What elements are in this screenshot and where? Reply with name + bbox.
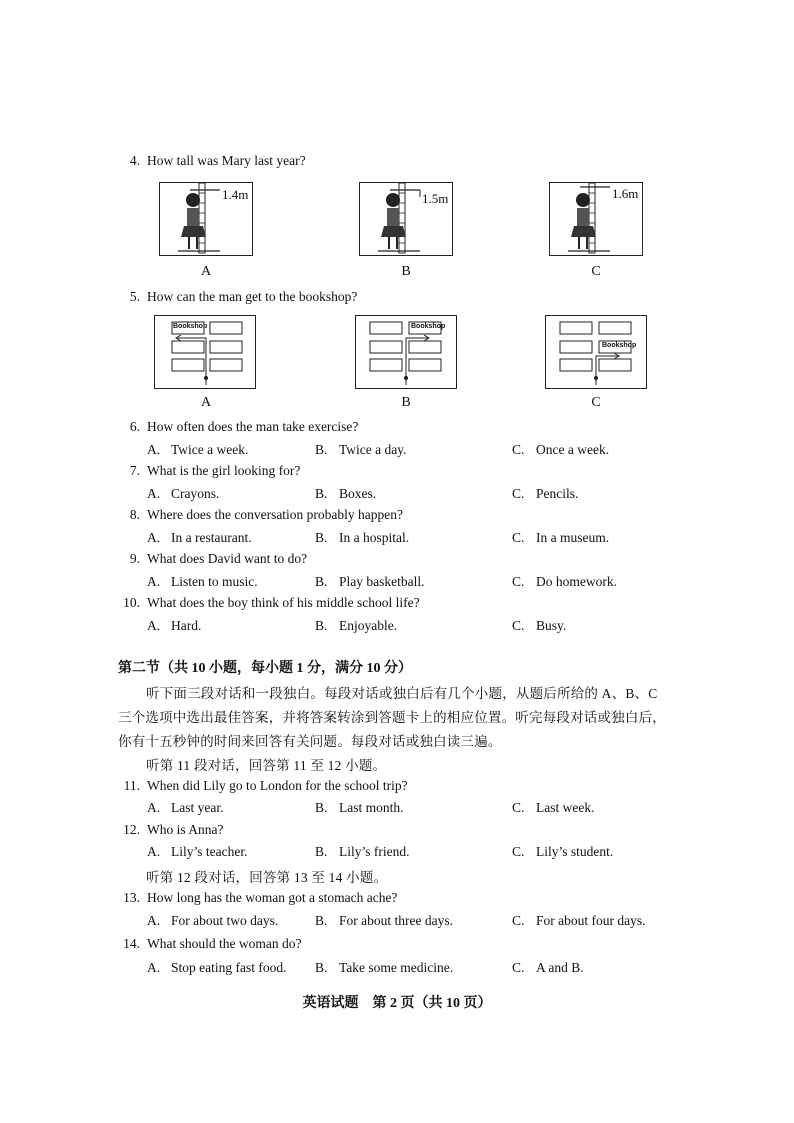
height-label: 1.6m [612, 186, 639, 201]
height-label: 1.4m [222, 187, 249, 202]
question-number: 4. [129, 153, 140, 168]
option-a[interactable] [147, 618, 201, 634]
option-b[interactable] [315, 960, 453, 976]
dialogue-intro-11: 听第 11 段对话，回答第 11 至 12 小题。 [146, 758, 387, 773]
option-b[interactable] [315, 844, 410, 860]
question-number: 8. [129, 507, 140, 522]
question-number: 9. [129, 551, 140, 566]
option-label: B [401, 264, 411, 279]
option-letter: C. [512, 913, 525, 928]
option-a[interactable] [147, 442, 248, 458]
option-text: Busy. [536, 618, 567, 633]
option-text: Boxes. [339, 486, 377, 501]
option-text: Pencils. [536, 486, 579, 501]
option-label: A [200, 395, 212, 410]
option-text: Listen to music. [171, 574, 258, 589]
option-c[interactable] [512, 800, 594, 816]
option-letter: B. [315, 442, 328, 457]
option-text: In a hospital. [339, 530, 410, 545]
option-letter: C. [512, 800, 525, 815]
question-number: 6. [129, 419, 140, 434]
option-letter: A. [147, 913, 161, 928]
option-text: Enjoyable. [339, 618, 398, 633]
option-label: C [591, 264, 601, 279]
map-picture-c[interactable] [545, 315, 647, 389]
option-text: Lily’s student. [536, 844, 614, 859]
map-picture-a[interactable] [154, 315, 256, 389]
option-text: Last year. [171, 800, 224, 815]
option-label: C [591, 395, 601, 410]
option-text: Do homework. [536, 574, 617, 589]
question-text: When did Lily go to London for the school trip? [147, 778, 408, 793]
option-text: Crayons. [171, 486, 220, 501]
instructions-line-3: 你有十五秒钟的时间来回答有关问题。每段对话或独白读三遍。 [118, 734, 502, 749]
option-letter: C. [512, 844, 525, 859]
option-text: Lily’s teacher. [171, 844, 248, 859]
option-text: For about two days. [171, 913, 279, 928]
question-text: What should the woman do? [147, 936, 302, 951]
option-letter: A. [147, 844, 161, 859]
option-letter: A. [147, 486, 161, 501]
height-picture-c[interactable] [549, 182, 643, 256]
option-text: In a museum. [536, 530, 610, 545]
option-c[interactable] [512, 844, 613, 860]
dialogue-intro-12: 听第 12 段对话，回答第 13 至 14 小题。 [146, 870, 388, 885]
option-c[interactable] [512, 618, 566, 634]
question-number: 5. [129, 289, 140, 304]
bookshop-sign: Bookshop [602, 342, 637, 349]
question-text: How often does the man take exercise? [147, 419, 359, 434]
map-picture-b[interactable] [355, 315, 457, 389]
instructions-line-2: 三个选项中选出最佳答案，并将答案转涂到答题卡上的相应位置。听完每段对话或独白后， [118, 710, 666, 725]
option-text: Stop eating fast food. [171, 960, 287, 975]
question-text: Where does the conversation probably happen? [147, 507, 404, 522]
option-text: Last week. [536, 800, 595, 815]
question-text: Who is Anna? [147, 822, 224, 837]
option-text: A and B. [536, 960, 584, 975]
question-number: 14. [123, 936, 140, 951]
option-a[interactable] [147, 800, 223, 816]
option-b[interactable] [315, 618, 397, 634]
page-footer: 英语试题 第 2 页（共 10 页） [302, 996, 492, 1011]
question-text: How can the man get to the bookshop? [147, 289, 358, 304]
option-b[interactable] [315, 913, 453, 929]
option-letter: C. [512, 574, 525, 589]
option-text: Play basketball. [339, 574, 425, 589]
option-letter: B. [315, 618, 328, 633]
option-letter: A. [147, 530, 161, 545]
option-text: In a restaurant. [171, 530, 252, 545]
option-c[interactable] [512, 960, 584, 976]
option-letter: C. [512, 530, 525, 545]
question-number: 11. [123, 778, 140, 793]
height-picture-b[interactable] [359, 182, 453, 256]
option-text: For about four days. [536, 913, 646, 928]
option-letter: A. [147, 618, 161, 633]
question-number: 10. [123, 595, 140, 610]
option-text: Once a week. [536, 442, 610, 457]
instructions-line-1: 听下面三段对话和一段独白。每段对话或独白后有几个小题，从题后所给的 A、B、C [146, 686, 658, 701]
option-a[interactable] [147, 844, 247, 860]
option-c[interactable] [512, 442, 609, 458]
question-number: 12. [123, 822, 140, 837]
option-text: Last month. [339, 800, 404, 815]
option-a[interactable] [147, 913, 278, 929]
option-b[interactable] [315, 800, 404, 816]
option-b[interactable] [315, 574, 424, 590]
option-letter: C. [512, 442, 525, 457]
question-number: 7. [129, 463, 140, 478]
question-text: How long has the woman got a stomach ache? [147, 890, 398, 905]
option-label: B [401, 395, 411, 410]
option-letter: C. [512, 486, 525, 501]
option-text: Take some medicine. [339, 960, 454, 975]
option-letter: C. [512, 960, 525, 975]
option-text: Twice a day. [339, 442, 407, 457]
option-c[interactable] [512, 530, 609, 546]
option-letter: B. [315, 844, 328, 859]
option-text: For about three days. [339, 913, 453, 928]
option-text: Twice a week. [171, 442, 249, 457]
option-letter: B. [315, 913, 328, 928]
option-a[interactable] [147, 530, 252, 546]
option-letter: A. [147, 800, 161, 815]
option-label: A [200, 264, 212, 279]
option-b[interactable] [315, 530, 409, 546]
option-text: Hard. [171, 618, 202, 633]
question-text: How tall was Mary last year? [147, 153, 306, 168]
option-a[interactable] [147, 574, 258, 590]
option-b[interactable] [315, 486, 376, 502]
option-letter: A. [147, 960, 161, 975]
height-picture-a[interactable] [159, 182, 253, 256]
option-letter: A. [147, 442, 161, 457]
option-c[interactable] [512, 486, 578, 502]
option-letter: B. [315, 960, 328, 975]
option-letter: B. [315, 486, 328, 501]
option-b[interactable] [315, 442, 407, 458]
height-label: 1.5m [422, 191, 449, 206]
section-title: 第二节（共 10 小题，每小题 1 分，满分 10 分） [118, 661, 412, 676]
option-c[interactable] [512, 574, 617, 590]
question-text: What does the boy think of his middle school life? [147, 595, 420, 610]
option-a[interactable] [147, 486, 219, 502]
option-letter: B. [315, 530, 328, 545]
option-letter: B. [315, 800, 328, 815]
question-text: What does David want to do? [147, 551, 308, 566]
option-text: Lily’s friend. [339, 844, 410, 859]
option-letter: C. [512, 618, 525, 633]
option-letter: B. [315, 574, 328, 589]
bookshop-sign: Bookshop [411, 323, 446, 330]
bookshop-sign: Bookshop [173, 323, 208, 330]
question-number: 13. [123, 890, 140, 905]
question-text: What is the girl looking for? [147, 463, 301, 478]
option-a[interactable] [147, 960, 286, 976]
option-c[interactable] [512, 913, 645, 929]
option-letter: A. [147, 574, 161, 589]
